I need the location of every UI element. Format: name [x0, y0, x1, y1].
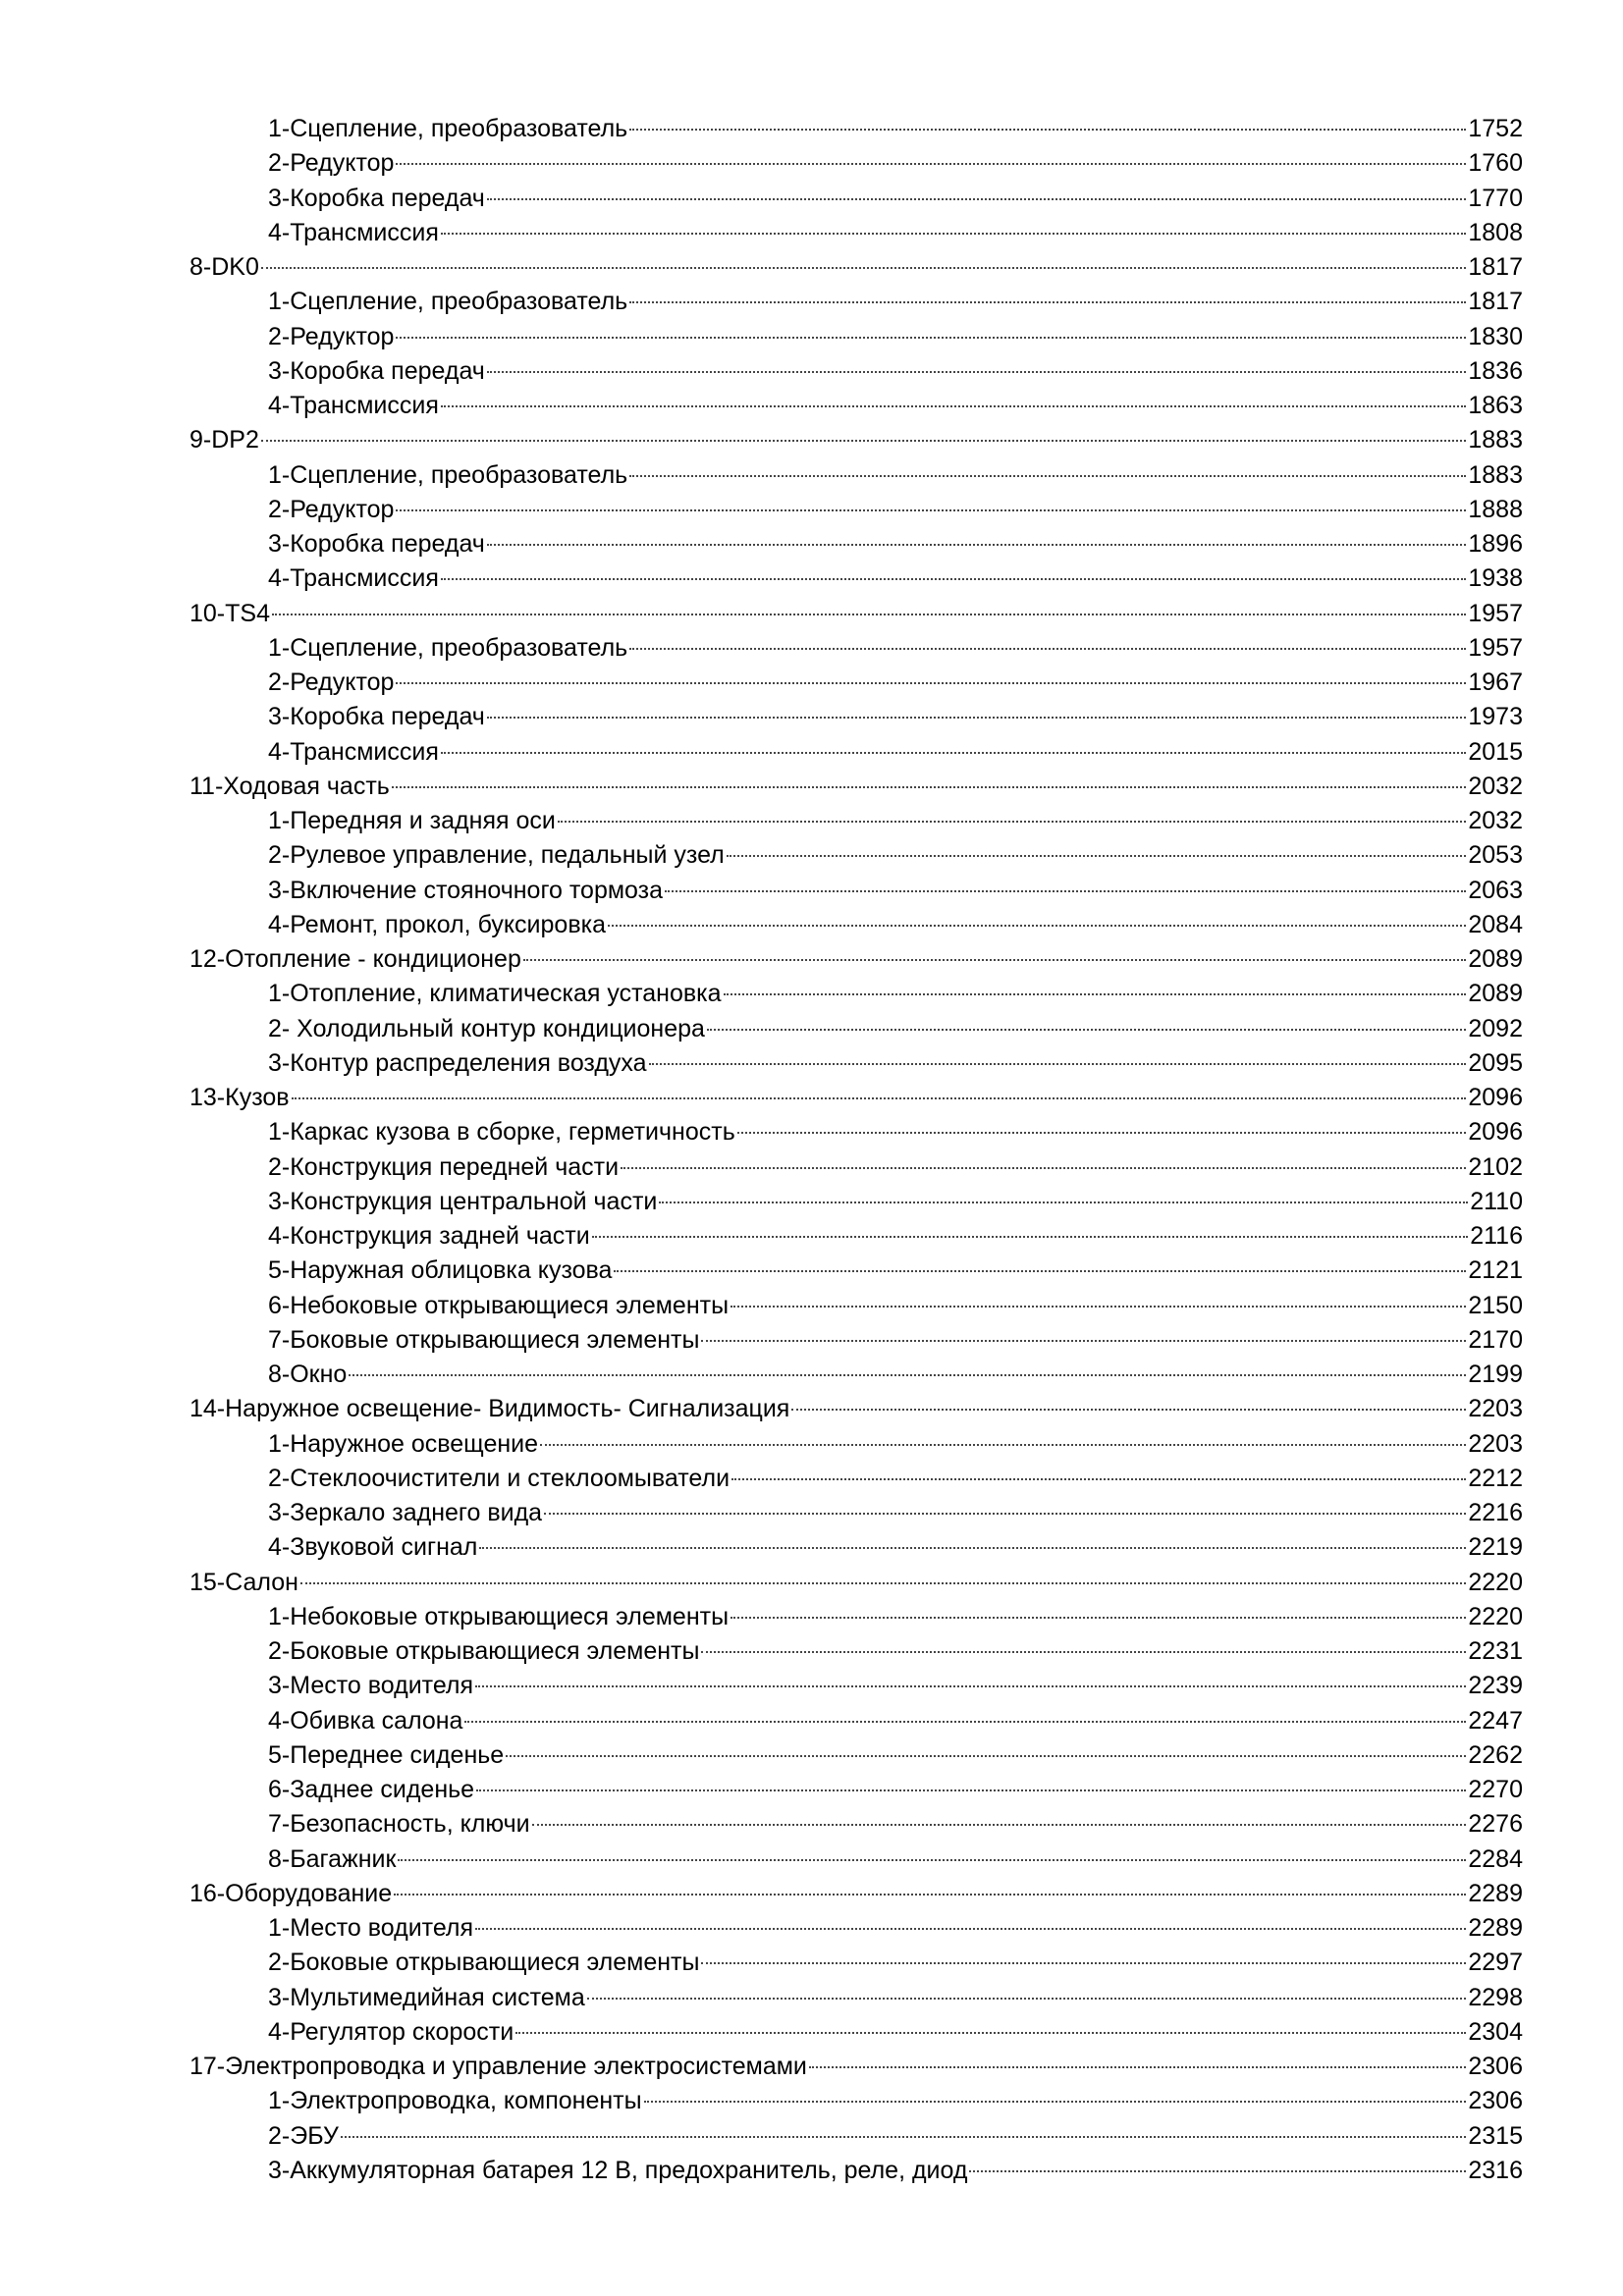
- toc-entry-title: 6-Заднее сиденье: [268, 1776, 475, 1803]
- toc-entry-title: 8-Окно: [268, 1361, 348, 1388]
- toc-entry-page-number: 1760: [1468, 149, 1523, 178]
- toc-entry-page-number: 2306: [1468, 2087, 1523, 2115]
- toc-entry-title: 4-Трансмиссия: [268, 737, 439, 766]
- toc-subsection-entry[interactable]: [189, 320, 1523, 354]
- dot-leader: [724, 993, 1467, 995]
- toc-subsection-entry[interactable]: [189, 1911, 1523, 1946]
- toc-subsection-entry[interactable]: [189, 2015, 1523, 2050]
- dot-leader: [261, 440, 1467, 442]
- dot-leader: [701, 1340, 1466, 1342]
- dot-leader: [300, 1582, 1466, 1584]
- toc-subsection-entry[interactable]: [189, 1323, 1523, 1358]
- toc-subsection-entry[interactable]: [189, 874, 1523, 908]
- toc-entry-title: 8-DK0: [189, 253, 259, 281]
- toc-entry-page-number: 1808: [1468, 218, 1523, 246]
- toc-entry-page-number: 1817: [1468, 288, 1523, 316]
- dot-leader: [614, 1270, 1466, 1272]
- toc-subsection-entry[interactable]: [189, 1496, 1523, 1530]
- toc-subsection-entry[interactable]: [189, 354, 1523, 389]
- toc-entry-title: 4-Обивка салона: [268, 1706, 463, 1735]
- toc-entry-page-number: 2216: [1468, 1499, 1523, 1526]
- dot-leader: [629, 301, 1466, 303]
- toc-section-entry[interactable]: [189, 1877, 1523, 1911]
- toc-entry-title: 8-Багажник: [268, 1844, 397, 1873]
- dot-leader: [441, 752, 1467, 754]
- toc-subsection-entry[interactable]: [189, 1012, 1523, 1046]
- toc-entry-page-number: 2032: [1468, 772, 1523, 800]
- toc-subsection-entry[interactable]: [189, 2119, 1523, 2154]
- toc-entry-title: 4-Трансмиссия: [268, 564, 439, 593]
- dot-leader: [532, 1824, 1467, 1826]
- toc-entry-page-number: 2150: [1468, 1291, 1523, 1319]
- toc-entry-title: 1-Сцепление, преобразователь: [268, 460, 628, 489]
- toc-subsection-entry[interactable]: [189, 1219, 1523, 1254]
- toc-entry-page-number: 1883: [1468, 460, 1523, 489]
- toc-entry-title: 5-Переднее сиденье: [268, 1740, 505, 1769]
- toc-entry-page-number: 1817: [1468, 253, 1523, 281]
- dot-leader: [608, 925, 1466, 927]
- toc-entry-title: 4-Ремонт, прокол, буксировка: [268, 910, 607, 938]
- dot-leader: [506, 1755, 1466, 1757]
- toc-entry-title: 2-Боковые открывающиеся элементы: [268, 1949, 700, 1977]
- toc-entry-page-number: 2121: [1468, 1256, 1523, 1285]
- toc-entry-title: 4-Трансмиссия: [268, 392, 439, 419]
- toc-entry-page-number: 1752: [1468, 115, 1523, 142]
- dot-leader: [341, 2136, 1466, 2138]
- toc-entry-title: 2-Редуктор: [268, 495, 395, 523]
- toc-entry-title: 1-Отопление, климатическая установка: [268, 980, 722, 1008]
- toc-entry-title: 6-Небоковые открывающиеся элементы: [268, 1291, 730, 1319]
- toc-subsection-entry[interactable]: [189, 2084, 1523, 2118]
- toc-entry-title: 2- Холодильный контур кондиционера: [268, 1014, 705, 1042]
- dot-leader: [558, 821, 1467, 823]
- toc-subsection-entry[interactable]: [189, 1046, 1523, 1081]
- toc-entry-page-number: 2297: [1468, 1949, 1523, 1977]
- toc-entry-title: 2-Стеклоочистители и стеклоомыватели: [268, 1464, 730, 1492]
- dot-leader: [441, 405, 1467, 407]
- toc-entry-page-number: 2220: [1468, 1602, 1523, 1630]
- toc-entry-title: 3-Коробка передач: [268, 703, 485, 731]
- dot-leader: [540, 1444, 1466, 1446]
- dot-leader: [487, 544, 1467, 546]
- toc-subsection-entry[interactable]: [189, 1427, 1523, 1462]
- toc-entry-title: 13-Кузов: [189, 1084, 290, 1111]
- toc-entry-title: 3-Включение стояночного тормоза: [268, 876, 664, 904]
- dot-leader: [272, 614, 1466, 615]
- dot-leader: [969, 2170, 1466, 2172]
- dot-leader: [544, 1513, 1466, 1515]
- toc-entry-page-number: 1957: [1468, 633, 1523, 662]
- toc-entry-page-number: 2095: [1468, 1048, 1523, 1077]
- toc-subsection-entry[interactable]: [189, 1600, 1523, 1634]
- dot-leader: [396, 163, 1466, 165]
- toc-entry-title: 2-Редуктор: [268, 149, 395, 178]
- dot-leader: [392, 786, 1467, 788]
- toc-subsection-entry[interactable]: [189, 908, 1523, 942]
- toc-entry-title: 2-Рулевое управление, педальный узел: [268, 841, 725, 870]
- dot-leader: [292, 1097, 1467, 1099]
- table-of-contents: [189, 112, 1523, 2188]
- dot-leader: [487, 198, 1467, 200]
- toc-entry-page-number: 2270: [1468, 1776, 1523, 1803]
- toc-entry-page-number: 1957: [1468, 599, 1523, 627]
- toc-section-entry[interactable]: [189, 250, 1523, 285]
- toc-entry-page-number: 1938: [1468, 564, 1523, 593]
- toc-entry-title: 4-Конструкция задней части: [268, 1222, 590, 1250]
- dot-leader: [701, 1651, 1466, 1653]
- toc-entry-page-number: 2298: [1468, 1983, 1523, 2011]
- dot-leader: [659, 1201, 1468, 1203]
- dot-leader: [629, 648, 1466, 650]
- dot-leader: [809, 2066, 1466, 2068]
- toc-entry-title: 4-Звуковой сигнал: [268, 1533, 478, 1562]
- toc-subsection-entry[interactable]: [189, 2154, 1523, 2188]
- toc-subsection-entry[interactable]: [189, 1669, 1523, 1703]
- toc-entry-page-number: 2231: [1468, 1637, 1523, 1665]
- toc-entry-title: 5-Наружная облицовка кузова: [268, 1256, 613, 1285]
- dot-leader: [649, 1063, 1467, 1065]
- dot-leader: [441, 233, 1467, 235]
- dot-leader: [629, 475, 1466, 477]
- toc-subsection-entry[interactable]: [189, 1358, 1523, 1392]
- toc-entry-title: 11-Ходовая часть: [189, 772, 390, 800]
- dot-leader: [441, 578, 1467, 580]
- toc-entry-title: 16-Оборудование: [189, 1879, 393, 1907]
- dot-leader: [394, 1894, 1466, 1896]
- dot-leader: [396, 682, 1466, 684]
- toc-entry-title: 15-Салон: [189, 1568, 298, 1596]
- toc-entry-title: 1-Наружное освещение: [268, 1429, 539, 1458]
- toc-entry-page-number: 1770: [1468, 184, 1523, 212]
- dot-leader: [707, 1029, 1466, 1031]
- toc-entry-page-number: 2304: [1468, 2017, 1523, 2046]
- toc-section-entry[interactable]: [189, 597, 1523, 631]
- toc-entry-title: 3-Аккумуляторная батарея 12 В, предохранитель, реле, диод: [268, 2156, 968, 2184]
- toc-entry-title: 2-Редуктор: [268, 322, 395, 350]
- toc-entry-page-number: 1888: [1468, 495, 1523, 523]
- toc-subsection-entry[interactable]: [189, 631, 1523, 666]
- toc-entry-page-number: 1830: [1468, 322, 1523, 350]
- toc-entry-title: 3-Коробка передач: [268, 356, 485, 385]
- dot-leader: [349, 1374, 1466, 1376]
- toc-subsection-entry[interactable]: [189, 146, 1523, 181]
- toc-entry-page-number: 2316: [1468, 2156, 1523, 2184]
- toc-entry-title: 1-Каркас кузова в сборке, герметичность: [268, 1118, 735, 1147]
- toc-subsection-entry[interactable]: [189, 1773, 1523, 1807]
- toc-entry-page-number: 2220: [1468, 1568, 1523, 1596]
- toc-entry-title: 1-Передняя и задняя оси: [268, 807, 556, 834]
- toc-entry-page-number: 2289: [1468, 1879, 1523, 1907]
- toc-subsection-entry[interactable]: [189, 561, 1523, 596]
- toc-subsection-entry[interactable]: [189, 182, 1523, 216]
- dot-leader: [479, 1547, 1466, 1549]
- toc-entry-title: 12-Отопление - кондиционер: [189, 945, 521, 973]
- dot-leader: [730, 1617, 1466, 1619]
- toc-entry-title: 1-Сцепление, преобразователь: [268, 115, 628, 142]
- toc-subsection-entry[interactable]: [189, 735, 1523, 770]
- dot-leader: [791, 1409, 1466, 1411]
- toc-entry-page-number: 2212: [1468, 1464, 1523, 1492]
- dot-leader: [487, 717, 1467, 719]
- toc-entry-page-number: 2084: [1468, 910, 1523, 938]
- toc-entry-page-number: 2262: [1468, 1740, 1523, 1769]
- toc-section-entry[interactable]: [189, 2050, 1523, 2084]
- toc-subsection-entry[interactable]: [189, 389, 1523, 423]
- toc-entry-title: 4-Трансмиссия: [268, 218, 439, 246]
- toc-entry-title: 7-Боковые открывающиеся элементы: [268, 1325, 700, 1354]
- dot-leader: [261, 267, 1467, 269]
- toc-entry-page-number: 2102: [1468, 1152, 1523, 1181]
- toc-section-entry[interactable]: [189, 1081, 1523, 1115]
- toc-entry-page-number: 2219: [1468, 1533, 1523, 1562]
- toc-entry-title: 2-ЭБУ: [268, 2121, 339, 2150]
- dot-leader: [701, 1962, 1466, 1964]
- toc-subsection-entry[interactable]: [189, 1738, 1523, 1773]
- toc-entry-title: 3-Коробка передач: [268, 184, 485, 212]
- dot-leader: [587, 1998, 1467, 2000]
- toc-section-entry[interactable]: [189, 1566, 1523, 1600]
- toc-entry-title: 3-Коробка передач: [268, 530, 485, 558]
- toc-entry-page-number: 2096: [1468, 1084, 1523, 1111]
- dot-leader: [475, 1928, 1466, 1930]
- toc-subsection-entry[interactable]: [189, 1150, 1523, 1185]
- dot-leader: [727, 855, 1467, 857]
- toc-entry-title: 4-Регулятор скорости: [268, 2017, 514, 2046]
- toc-entry-page-number: 2096: [1468, 1118, 1523, 1147]
- toc-entry-title: 1-Сцепление, преобразователь: [268, 288, 628, 316]
- toc-subsection-entry[interactable]: [189, 1289, 1523, 1323]
- toc-entry-title: 2-Конструкция передней части: [268, 1152, 620, 1181]
- toc-subsection-entry[interactable]: [189, 666, 1523, 700]
- toc-entry-page-number: 2089: [1468, 945, 1523, 973]
- toc-subsection-entry[interactable]: [189, 1807, 1523, 1842]
- toc-entry-title: 3-Место водителя: [268, 1672, 474, 1700]
- toc-subsection-entry[interactable]: [189, 1842, 1523, 1877]
- dot-leader: [398, 1859, 1466, 1861]
- toc-entry-title: 2-Редуктор: [268, 668, 395, 696]
- toc-entry-title: 9-DP2: [189, 426, 259, 454]
- dot-leader: [737, 1132, 1467, 1134]
- dot-leader: [665, 890, 1466, 892]
- dot-leader: [396, 509, 1466, 511]
- toc-entry-page-number: 2203: [1468, 1395, 1523, 1423]
- toc-entry-title: 10-TS4: [189, 599, 270, 627]
- dot-leader: [592, 1236, 1469, 1238]
- toc-entry-page-number: 2053: [1468, 841, 1523, 870]
- toc-entry-page-number: 1973: [1468, 703, 1523, 731]
- toc-entry-page-number: 2306: [1468, 2053, 1523, 2080]
- toc-entry-title: 1-Электропроводка, компоненты: [268, 2087, 642, 2115]
- dot-leader: [730, 1306, 1466, 1308]
- toc-entry-page-number: 2015: [1468, 737, 1523, 766]
- toc-subsection-entry[interactable]: [189, 1530, 1523, 1565]
- toc-entry-page-number: 2289: [1468, 1914, 1523, 1942]
- dot-leader: [621, 1167, 1466, 1169]
- toc-entry-page-number: 2284: [1468, 1844, 1523, 1873]
- toc-entry-page-number: 2063: [1468, 876, 1523, 904]
- toc-subsection-entry[interactable]: [189, 804, 1523, 838]
- dot-leader: [644, 2101, 1467, 2103]
- toc-subsection-entry[interactable]: [189, 1946, 1523, 1980]
- toc-entry-title: 2-Боковые открывающиеся элементы: [268, 1637, 700, 1665]
- toc-section-entry[interactable]: [189, 1392, 1523, 1426]
- toc-entry-page-number: 2199: [1468, 1361, 1523, 1388]
- toc-subsection-entry[interactable]: [189, 1115, 1523, 1149]
- toc-subsection-entry[interactable]: [189, 1462, 1523, 1496]
- toc-entry-page-number: 2089: [1468, 980, 1523, 1008]
- toc-entry-title: 3-Мультимедийная система: [268, 1983, 585, 2011]
- toc-entry-title: 1-Небоковые открывающиеся элементы: [268, 1602, 730, 1630]
- toc-subsection-entry[interactable]: [189, 285, 1523, 319]
- toc-entry-title: 7-Безопасность, ключи: [268, 1810, 530, 1839]
- toc-entry-page-number: 2247: [1468, 1706, 1523, 1735]
- toc-entry-page-number: 2116: [1470, 1222, 1523, 1250]
- toc-entry-title: 1-Сцепление, преобразователь: [268, 633, 628, 662]
- toc-subsection-entry[interactable]: [189, 1981, 1523, 2015]
- toc-subsection-entry[interactable]: [189, 527, 1523, 561]
- dot-leader: [629, 129, 1466, 131]
- toc-subsection-entry[interactable]: [189, 1634, 1523, 1669]
- toc-section-entry[interactable]: [189, 770, 1523, 804]
- toc-subsection-entry[interactable]: [189, 1185, 1523, 1219]
- toc-subsection-entry[interactable]: [189, 458, 1523, 493]
- dot-leader: [464, 1721, 1466, 1723]
- toc-subsection-entry[interactable]: [189, 1704, 1523, 1738]
- dot-leader: [515, 2032, 1466, 2034]
- toc-entry-page-number: 1863: [1468, 392, 1523, 419]
- toc-entry-page-number: 2276: [1468, 1810, 1523, 1839]
- toc-entry-title: 17-Электропроводка и управление электросистемами: [189, 2053, 807, 2080]
- dot-leader: [731, 1478, 1466, 1480]
- toc-subsection-entry[interactable]: [189, 700, 1523, 734]
- toc-subsection-entry[interactable]: [189, 216, 1523, 250]
- toc-entry-page-number: 2203: [1468, 1429, 1523, 1458]
- dot-leader: [523, 959, 1467, 961]
- toc-entry-page-number: 1883: [1468, 426, 1523, 454]
- toc-entry-title: 3-Конструкция центральной части: [268, 1187, 658, 1215]
- toc-entry-page-number: 1896: [1468, 530, 1523, 558]
- dot-leader: [487, 371, 1467, 373]
- toc-subsection-entry[interactable]: [189, 977, 1523, 1011]
- toc-entry-page-number: 1836: [1468, 356, 1523, 385]
- toc-subsection-entry[interactable]: [189, 112, 1523, 146]
- dot-leader: [475, 1685, 1466, 1687]
- toc-section-entry[interactable]: [189, 942, 1523, 977]
- toc-section-entry[interactable]: [189, 423, 1523, 457]
- toc-entry-title: 14-Наружное освещение- Видимость- Сигнализация: [189, 1395, 790, 1423]
- toc-entry-page-number: 2110: [1470, 1187, 1523, 1215]
- toc-entry-title: 3-Контур распределения воздуха: [268, 1048, 647, 1077]
- toc-entry-page-number: 2239: [1468, 1672, 1523, 1700]
- toc-entry-page-number: 2032: [1468, 807, 1523, 834]
- toc-entry-page-number: 1967: [1468, 668, 1523, 696]
- toc-entry-page-number: 2315: [1468, 2121, 1523, 2150]
- toc-subsection-entry[interactable]: [189, 1254, 1523, 1288]
- toc-entry-page-number: 2170: [1468, 1325, 1523, 1354]
- toc-entry-page-number: 2092: [1468, 1014, 1523, 1042]
- toc-subsection-entry[interactable]: [189, 838, 1523, 873]
- dot-leader: [476, 1789, 1466, 1791]
- toc-entry-title: 3-Зеркало заднего вида: [268, 1499, 543, 1526]
- dot-leader: [396, 337, 1466, 339]
- toc-subsection-entry[interactable]: [189, 493, 1523, 527]
- toc-entry-title: 1-Место водителя: [268, 1914, 474, 1942]
